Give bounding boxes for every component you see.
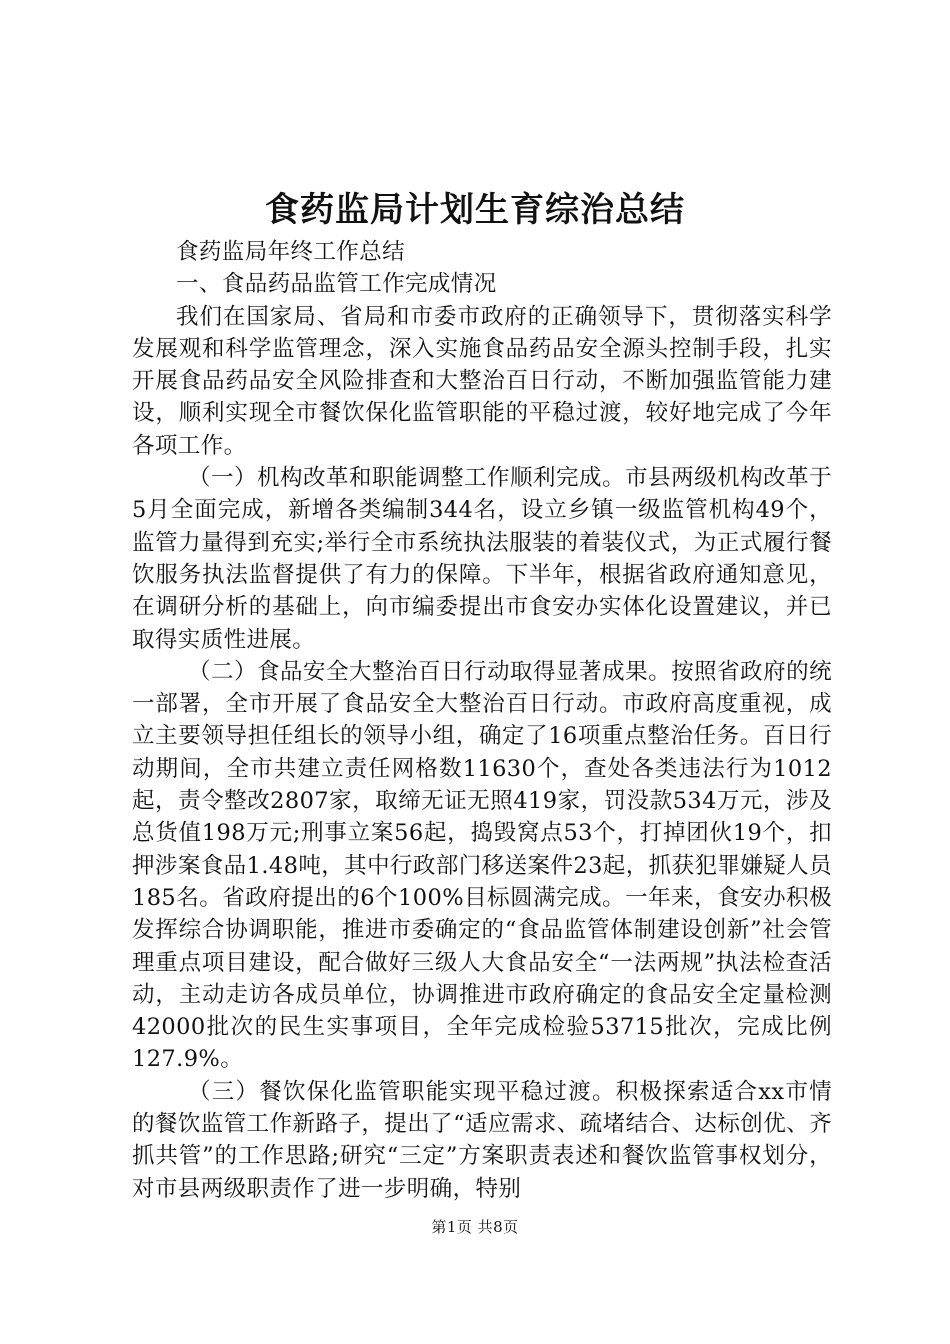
paragraph-intro: 我们在国家局、省局和市委市政府的正确领导下，贯彻落实科学发展观和科学监管理念，深入实施食品药品安全源头控制手段，扎实开展食品药品安全风险排查和大整治百日行动，不断加强监管能力建设，顺利实现全市餐饮保化监管职能的平稳过渡，较好地完成了今年各项工作。	[132, 303, 832, 459]
paragraph-item-2: （二）食品安全大整治百日行动取得显著成果。按照省政府的统一部署，全市开展了食品安全大整治百日行动。市政府高度重视，成立主要领导担任组长的领导小组，确定了16项重点整治任务。百日行动期间，全市共建立责任网格数11630个，查处各类违法行为1012起，责令整改2807家，取缔无证无照419家，罚没款534万元，涉及总货值198万元;刑事立案56起，捣毁窝点53个，打掉团伙19个，扣押涉案食品1.48吨，其中行政部门移送案件23起，抓获犯罪嫌疑人员185名。省政府提出的6个100%目标圆满完成。一年来，食安办积极发挥综合协调职能，推进市委确定的“食品监管体制建设创新”社会管理重点项目建设，配合做好三级人大食品安全“一法两规”执法检查活动，主动走访各成员单位，协调推进市政府确定的食品安全定量检测42000批次的民生实事项目，全年完成检验53715批次，完成比例127.9%。	[132, 658, 832, 1073]
document-subtitle: 食药监局年终工作总结	[176, 239, 406, 265]
section-heading: 一、食品药品监管工作完成情况	[176, 271, 497, 298]
document-body	[132, 236, 832, 1205]
paragraph-item-3: （三）餐饮保化监管职能实现平稳过渡。积极探索适合xx市情的餐饮监管工作新路子，提出了“适应需求、疏堵结合、达标创优、齐抓共管”的工作思路;研究“三定”方案职责表述和餐饮监管事权划分，对市县两级职责作了进一步明确，特别	[132, 1078, 832, 1202]
paragraph-item-1: （一）机构改革和职能调整工作顺利完成。市县两级机构改革于5月全面完成，新增各类编制344名，设立乡镇一级监管机构49个，监管力量得到充实;举行全市系统执法服装的着装仪式，为正式履行餐饮服务执法监督提供了有力的保障。下半年，根据省政府通知意见，在调研分析的基础上，向市编委提出市食安办实体化设置建议，并已取得实质性进展。	[132, 465, 832, 653]
document-title: 食药监局计划生育综治总结	[265, 190, 685, 230]
page-number-footer: 第1页 共8页	[431, 1218, 519, 1236]
